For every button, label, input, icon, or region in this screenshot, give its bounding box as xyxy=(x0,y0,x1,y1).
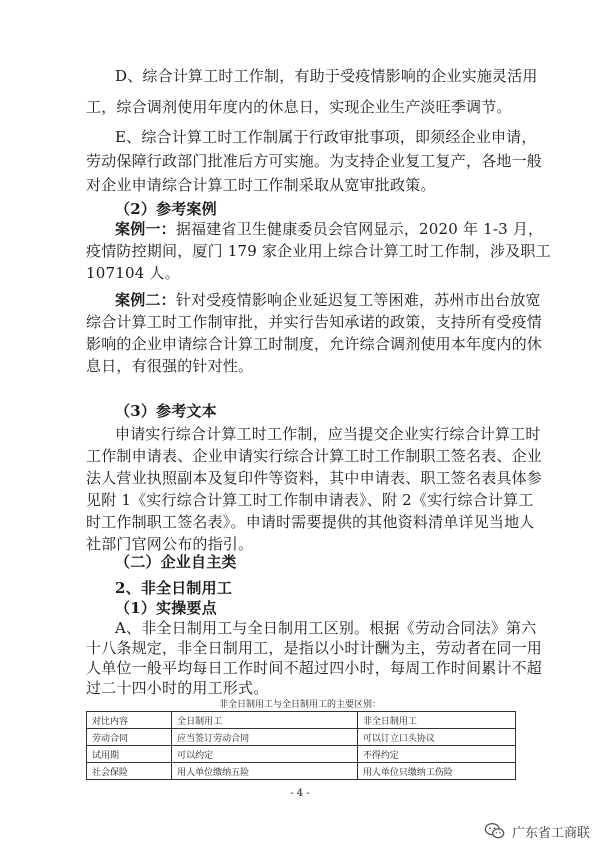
para-e-line-1: E、综合计算工时工作制属于行政审批事项，即须经企业申请， xyxy=(115,128,537,146)
table-cell: 用人单位只缴纳工伤险 xyxy=(357,763,515,780)
para-d-line-2: 工，综合调剂使用年度内的休息日，实现企业生产淡旺季调节。 xyxy=(86,98,512,116)
page-number: - 4 - xyxy=(290,788,310,799)
table-row xyxy=(87,763,516,780)
table-cell: 用人单位缴纳五险 xyxy=(172,763,358,780)
table-cell: 劳动合同 xyxy=(87,729,172,746)
case1-first-text: 据福建省卫生健康委员会官网显示，2020 年 1-3 月， xyxy=(175,220,544,238)
case2-line-2: 综合计算工时工作制审批，并实行告知承诺的政策，支持所有受疫情 xyxy=(86,313,543,331)
heading-key-points: （1）实操要点 xyxy=(115,599,217,617)
watermark-text: 广东省工商联 xyxy=(511,825,590,841)
table-header-row xyxy=(87,712,516,729)
table-header-cell: 非全日制用工 xyxy=(357,712,515,729)
heading-reference-text: （3）参考文本 xyxy=(115,402,217,420)
table-cell: 可以订立口头协议 xyxy=(357,729,515,746)
ref-text-line-4: 见附 1《实行综合计算工时工作制申请表》、附 2《实行综合计算工 xyxy=(86,491,534,509)
table-cell: 试用期 xyxy=(87,746,172,763)
table-cell: 可以约定 xyxy=(172,746,358,763)
case2-first-text: 针对受疫情影响企业延迟复工等困难，苏州市出台放宽 xyxy=(175,291,541,309)
ref-text-line-2: 工作制申请表、企业申请实行综合计算工时工作制职工签名表、企业 xyxy=(86,447,543,465)
case1-line-2: 疫情防控期间，厦门 179 家企业用上综合计算工时工作制，涉及职工 xyxy=(86,242,551,260)
wechat-icon xyxy=(484,820,506,842)
case1-line-3: 107104 人。 xyxy=(86,264,180,282)
table-caption: 非全日制用工与全日制用工的主要区别： xyxy=(218,700,381,710)
ref-text-line-6: 社部门官网公布的指引。 xyxy=(86,535,254,553)
para-d-line-1: D、综合计算工时工作制，有助于受疫情影响的企业实施灵活用 xyxy=(115,67,538,85)
ref-text-line-3: 法人营业执照副本及复印件等资料，其中申请表、职工签名表具体参 xyxy=(86,469,543,487)
subsection-title: 2、非全日制用工 xyxy=(115,579,233,597)
comparison-table xyxy=(86,711,516,780)
para-e-line-2: 劳动保障行政部门批准后方可实施。为支持企业复工复产，各地一般 xyxy=(86,152,543,170)
table-cell: 不得约定 xyxy=(357,746,515,763)
case2-label: 案例二： xyxy=(115,291,176,309)
case1-label: 案例一： xyxy=(115,220,176,238)
case2-line-3: 影响的企业申请综合计算工时制度，允许综合调剂使用本年度内的休 xyxy=(86,335,543,353)
table-row xyxy=(87,746,516,763)
table-row xyxy=(87,729,516,746)
ref-text-line-1: 申请实行综合计算工时工作制，应当提交企业实行综合计算工时 xyxy=(115,425,541,443)
table-cell: 社会保险 xyxy=(87,763,172,780)
table-header-cell: 全日制用工 xyxy=(172,712,358,729)
table-header-cell: 对比内容 xyxy=(87,712,172,729)
table-cell: 应当签订劳动合同 xyxy=(172,729,358,746)
ref-text-line-5: 时工作制职工签名表》。申请时需要提供的其他资料清单详见当地人 xyxy=(86,513,535,531)
account-watermark xyxy=(484,820,590,842)
case2-line-4: 息日，有很强的针对性。 xyxy=(86,357,254,375)
key-points-line-4: 过二十四小时的用工形式。 xyxy=(86,679,269,697)
key-points-line-2: 十八条规定，非全日制用工，是指以小时计酬为主，劳动者在同一用 xyxy=(86,639,543,657)
section-title: （二）企业自主类 xyxy=(115,553,237,571)
key-points-line-3: 人单位一般平均每日工作时间不超过四小时，每周工作时间累计不超 xyxy=(86,659,543,677)
heading-reference-cases: （2）参考案例 xyxy=(115,200,217,218)
key-points-line-1: A、非全日制用工与全日制用工区别。根据《劳动合同法》第六 xyxy=(115,619,537,637)
case2-line-1 xyxy=(115,290,541,310)
para-e-line-3: 对企业申请综合计算工时工作制采取从宽审批政策。 xyxy=(86,176,436,194)
case1-line-1 xyxy=(115,219,543,239)
